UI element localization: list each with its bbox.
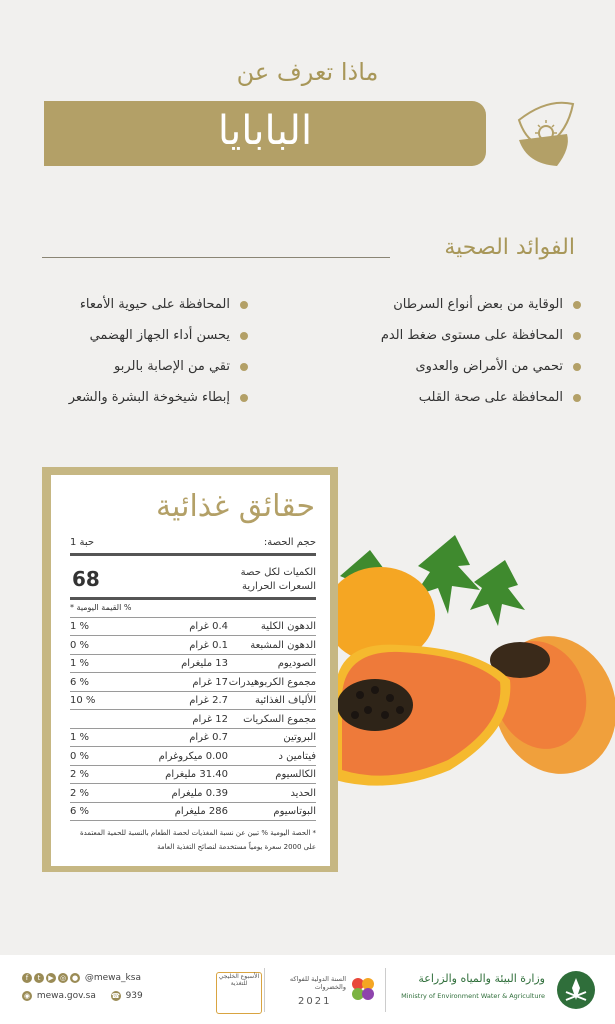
nutrient-amount: 12 غرام (192, 713, 228, 725)
nutrient-amount: 0.7 غرام (189, 732, 228, 743)
youtube-icon[interactable]: ▶ (46, 973, 56, 983)
divider (70, 746, 316, 747)
nutrient-amount: 2.7 غرام (189, 695, 228, 706)
globe-icon: ◉ (23, 992, 31, 1000)
list-item: إبطاء شيخوخة البشرة والشعر (20, 389, 250, 420)
list-item: المحافظة على مستوى ضغط الدم (353, 327, 583, 358)
nutrient-pct: 6 % (70, 806, 90, 817)
nutrient-amount: 0.1 غرام (189, 639, 228, 651)
list-item: الوقاية من بعض أنواع السرطان (353, 296, 583, 327)
facebook-icon[interactable]: f (22, 973, 32, 983)
fruit-year-logo-icon (348, 974, 378, 1004)
health-benefits-title: الفوائد الصحية (444, 235, 575, 260)
contact-links (22, 991, 143, 1001)
nutrient-pct: 10 % (70, 695, 96, 706)
divider (70, 617, 316, 618)
nutrient-pct: 1 % (70, 621, 90, 632)
calories-value: 68 (72, 567, 100, 591)
list-item: المحافظة على صحة القلب (353, 389, 583, 420)
divider (42, 257, 390, 258)
nutrient-pct: 1 % (70, 658, 90, 669)
divider (70, 654, 316, 655)
divider (264, 968, 265, 1012)
year: 2021 (298, 996, 332, 1007)
nutrient-amount: 13 مليغرام (181, 658, 228, 669)
nutrient-name: الحديد (290, 787, 316, 799)
nutrient-name: الصوديوم (277, 658, 316, 669)
ministry-name-ar: وزارة البيئة والمياه والزراعة (418, 972, 545, 985)
divider (70, 802, 316, 803)
nutrient-name: الكالسيوم (275, 769, 316, 780)
nutrient-amount: 0.4 غرام (189, 621, 228, 632)
nutrient-amount: 0.00 ميكروغرام (158, 750, 228, 762)
divider (70, 765, 316, 766)
instagram-icon[interactable]: ◎ (59, 974, 67, 982)
nutrient-amount: 286 مليغرام (174, 806, 228, 817)
nutrient-name: الدهون المشبعة (250, 639, 316, 651)
nutrient-pct: 0 % (70, 750, 90, 762)
nutrition-title: حقائق غذائية (155, 489, 315, 524)
nutrient-pct: 2 % (70, 769, 90, 780)
divider (70, 691, 316, 692)
divider (70, 783, 316, 784)
divider (385, 968, 386, 1012)
divider (70, 820, 316, 821)
nutrient-amount: 17 غرام (192, 676, 228, 688)
divider (70, 597, 316, 600)
social-links (22, 973, 141, 983)
nutrient-pct: 1 % (70, 732, 90, 743)
nutrient-pct: 2 % (70, 787, 90, 799)
nutrient-name: الألياف الغذائية (255, 695, 316, 706)
benefits-list-left (20, 296, 250, 420)
divider (70, 635, 316, 636)
website-link[interactable]: mewa.gov.sa (36, 991, 96, 1001)
divider (70, 709, 316, 710)
list-item: المحافظة على حيوية الأمعاء (20, 296, 250, 327)
phone-icon: ☎ (111, 992, 121, 1000)
phone-number[interactable]: 939 (125, 991, 143, 1001)
nutrient-amount: 0.39 مليغرام (171, 787, 228, 799)
ministry-logo-icon (556, 970, 596, 1010)
list-item: يحسن أداء الجهاز الهضمي (20, 327, 250, 358)
divider (70, 553, 316, 556)
ministry-name-en: Ministry of Environment Water & Agriculture (401, 992, 545, 1000)
nutrient-amount: 31.40 مليغرام (165, 769, 228, 780)
nutrient-pct: 6 % (70, 676, 90, 688)
divider (70, 728, 316, 729)
idea-leaf-icon (517, 100, 575, 168)
nutrient-name: الدهون الكلية (260, 621, 316, 632)
nutrient-name: مجموع السكريات (243, 713, 316, 725)
nutrient-name: البروتين (283, 732, 316, 743)
page-title: البابايا (217, 108, 313, 154)
nutrition-week-logo (216, 972, 262, 1014)
snapchat-icon[interactable]: ● (71, 974, 79, 982)
social-handle[interactable]: @mewa_ksa (84, 973, 141, 983)
divider (70, 672, 316, 673)
year-label: السنة الدولية للفواكه والخضروات (289, 975, 346, 991)
list-item: تحمي من الأمراض والعدوى (353, 358, 583, 389)
nutrient-name: فيتامين د (278, 750, 316, 762)
page-subtitle: ماذا تعرف عن (236, 58, 379, 86)
papaya-image (330, 530, 615, 800)
nutrient-pct: 0 % (70, 639, 90, 651)
list-item: تقي من الإصابة بالربو (20, 358, 250, 389)
twitter-icon[interactable]: t (34, 973, 44, 983)
nutrient-name: البوتاسيوم (273, 806, 316, 817)
week-label: الأسبوع الخليجي للتغذية (218, 973, 260, 987)
nutrient-name: مجموع الكربوهيدرات (228, 676, 316, 688)
benefits-list-right (353, 296, 583, 420)
